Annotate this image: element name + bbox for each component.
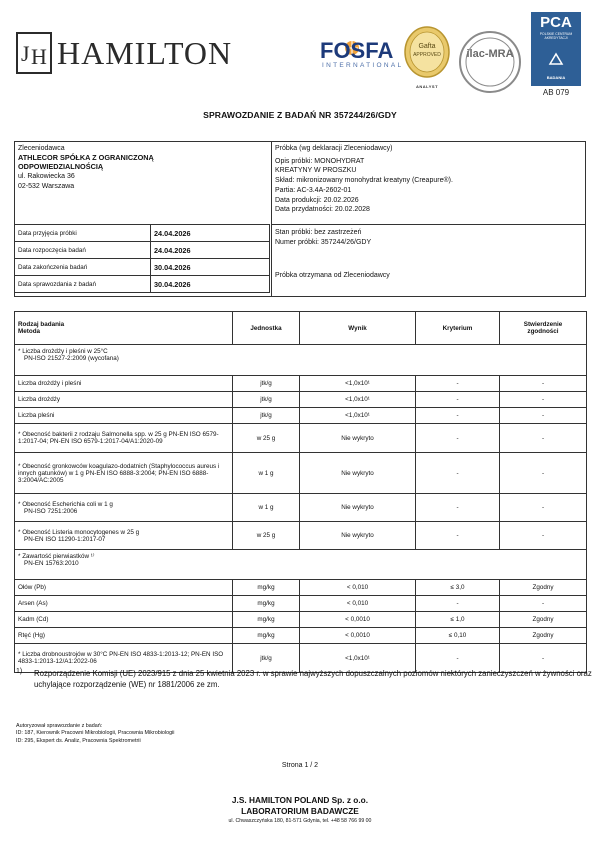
results-table [14,311,587,673]
table-cell: - [416,424,500,453]
gafta-text: Gafta [418,43,436,50]
company-address: ul. Chwaszczyńska 180, 81-571 Gdynia, tel. +48 58 766 99 00 [228,818,372,824]
sample-state: Stan próbki: bez zastrzeżeń Numer próbki: 357244/26/GDY [275,229,372,246]
date-cell: Data rozpoczęcia badań [15,242,151,259]
date-cell: 30.04.2026 [151,259,270,276]
table-header-row [15,312,587,345]
report-title: SPRAWOZDANIE Z BADAŃ NR 357244/26/GDY [203,110,397,120]
date-cell: 24.04.2026 [151,242,270,259]
table-cell: jtk/g [233,644,300,673]
table-cell: * Zawartość pierwiastków ¹⁾ PN-EN 15763:2010 [15,550,587,580]
fosfa-logo-sub: INTERNATIONAL [322,62,404,69]
table-group-row [15,345,587,376]
table-cell: Kadm (Cd) [15,612,233,628]
table-row [15,376,587,392]
table-cell: mg/kg [233,628,300,644]
table-cell: - [416,494,500,522]
table-cell: <1,0x10¹ [300,644,416,673]
table-cell: mg/kg [233,596,300,612]
table-cell: - [416,644,500,673]
table-cell: w 1 g [233,453,300,494]
hamilton-logo-text: HAMILTON [57,35,233,71]
table-cell: <1,0x10¹ [300,376,416,392]
table-cell: jtk/g [233,408,300,424]
table-cell: w 25 g [233,424,300,453]
date-cell: 24.04.2026 [151,225,270,242]
table-cell: - [500,522,587,550]
table-cell: - [416,408,500,424]
date-row [15,242,270,259]
info-divider [271,141,272,297]
table-cell: Ołów (Pb) [15,580,233,596]
header-criterion: Kryterium [416,312,500,345]
authorization-block: Autoryzował sprawozdanie z badań: ID: 187, Kierownik Pracowni Mikrobiologii, Pracownia Mikrobiologii ID: 295, Ekspert ds. Analiz, Pracownia Spektrometrii [16,723,175,744]
table-row [15,628,587,644]
sample-description: Próbka (wg deklaracji Zleceniodawcy) Opis próbki: MONOHYDRAT KREATYNY W PROSZKU Skład: mikronizowany monohydrat kreatyny (Creapure®). Partia: AC-3.4A-2602-01 Data produkcji: 20.02.2026 Data przydatności: 20.02.2028 [275,145,453,214]
table-row [15,580,587,596]
table-cell: mg/kg [233,580,300,596]
table-cell: <1,0x10¹ [300,392,416,408]
date-cell: Data sprawozdania z badań [15,276,151,293]
table-cell: w 25 g [233,522,300,550]
table-cell: - [416,453,500,494]
footnote-marker: 1) [16,668,23,675]
table-row [15,522,587,550]
svg-text:J: J [21,41,30,66]
gafta-sub: APPROVED [413,52,441,58]
table-row [15,424,587,453]
table-cell: Zgodny [500,612,587,628]
table-cell: Liczba pleśni [15,408,233,424]
table-group-row [15,550,587,580]
pca-logo-sub: POLSKIE CENTRUM AKREDYTACJI [539,32,573,40]
date-cell: Data zakończenia badań [15,259,151,276]
table-cell: Nie wykryto [300,424,416,453]
table-cell: - [416,392,500,408]
table-cell: < 0,0010 [300,612,416,628]
table-row [15,612,587,628]
table-cell: Nie wykryto [300,522,416,550]
table-cell: - [500,376,587,392]
table-cell: - [500,453,587,494]
dates-table [14,224,270,293]
company-lab: LABORATORIUM BADAWCZE [241,806,359,816]
table-cell: Nie wykryto [300,453,416,494]
header-conformity: Stwierdzenie zgodności [500,312,587,345]
table-cell: - [500,494,587,522]
accreditation-number: AB 079 [542,88,570,97]
page-number: Strona 1 / 2 [281,762,319,769]
table-cell: Rtęć (Hg) [15,628,233,644]
table-cell: jtk/g [233,376,300,392]
gafta-analyst: ANALYST [415,84,439,89]
pca-hand-icon [546,50,566,70]
fosfa-logo: FOSFA [320,38,394,63]
table-cell: jtk/g [233,392,300,408]
table-cell: ≤ 0,10 [416,628,500,644]
table-row [15,453,587,494]
table-cell: < 0,010 [300,580,416,596]
table-cell: Zgodny [500,628,587,644]
date-cell: Data przyjęcia próbki [15,225,151,242]
client-heading: Zleceniodawca [18,145,65,152]
table-cell: * Liczba drożdży i pleśni w 25°C PN-ISO 21527-2:2009 (wycofana) [15,345,587,376]
pca-logo-text: PCA [540,14,572,31]
table-cell: Arsen (As) [15,596,233,612]
table-row [15,494,587,522]
company-name: J.S. HAMILTON POLAND Sp. z o.o. [231,795,369,805]
table-cell: - [416,522,500,550]
table-cell: - [500,392,587,408]
sample-received: Próbka otrzymana od Zleceniodawcy [275,272,390,279]
table-cell: * Obecność bakterii z rodzaju Salmonella spp. w 25 g PN-EN ISO 6579-1:2017-04; PN-EN ISO 6579-1:2017-04/A1:2020-09 [15,424,233,453]
table-cell: - [416,596,500,612]
table-row [15,392,587,408]
table-cell: < 0,0010 [300,628,416,644]
date-row [15,259,270,276]
table-cell: <1,0x10¹ [300,408,416,424]
table-cell: Liczba drożdży i pleśni [15,376,233,392]
header-unit: Jednostka [233,312,300,345]
client-name: ATHLECOR SPÓŁKA Z OGRANICZONĄ ODPOWIEDZIALNOŚCIĄ [18,153,154,172]
date-row [15,225,270,242]
table-cell: < 0,010 [300,596,416,612]
table-cell: - [416,376,500,392]
svg-text:H: H [31,44,47,69]
table-cell: * Obecność Listeria monocytogenes w 25 g PN-EN ISO 11290-1:2017-07 [15,522,233,550]
table-row [15,596,587,612]
table-cell: - [500,408,587,424]
header-result: Wynik [300,312,416,345]
table-cell: * Liczba drobnoustrojów w 30°C PN-EN ISO 4833-1:2013-12; PN-EN ISO 4833-1:2013-12/A1:2022-06 [15,644,233,673]
date-cell: 30.04.2026 [151,276,270,293]
table-cell: * Obecność gronkowców koagulazo-dodatnich (Staphylococcus aureus i innych gatunków) w 1 g PN-EN ISO 6888-3:2004; PN-EN ISO 6888-3:2004/AC:2005 [15,453,233,494]
table-cell: mg/kg [233,612,300,628]
ilac-mra-text: ilac-MRA [466,48,514,60]
ilac-mra-icon [458,30,522,94]
info-divider-h [271,224,586,225]
table-cell: Liczba drożdży [15,392,233,408]
table-cell: - [500,644,587,673]
table-cell: ≤ 1,0 [416,612,500,628]
table-cell: - [500,596,587,612]
table-cell: * Obecność Escherichia coli w 1 g PN-ISO 7251:2006 [15,494,233,522]
table-cell: Nie wykryto [300,494,416,522]
footnote-text: Rozporządzenie Komisji (UE) 2023/915 z dnia 25 kwietnia 2023 r. w sprawie najwyższych dopuszczalnych poziomów niektórych zanieczyszczeń w żywności oraz uchylające rozporządzenie (WE) nr 1881/2006 ze zm. [34,669,592,689]
pca-badania: BADANIA [546,75,566,80]
table-cell: w 1 g [233,494,300,522]
hamilton-logo-mark [16,32,52,74]
table-cell: ≤ 3,0 [416,580,500,596]
header-param: Rodzaj badania Metoda [15,312,233,345]
table-cell: Zgodny [500,580,587,596]
table-row [15,408,587,424]
client-address: ul. Rakowiecka 36 02-532 Warszawa [18,173,75,190]
table-cell: - [500,424,587,453]
date-row [15,276,270,293]
